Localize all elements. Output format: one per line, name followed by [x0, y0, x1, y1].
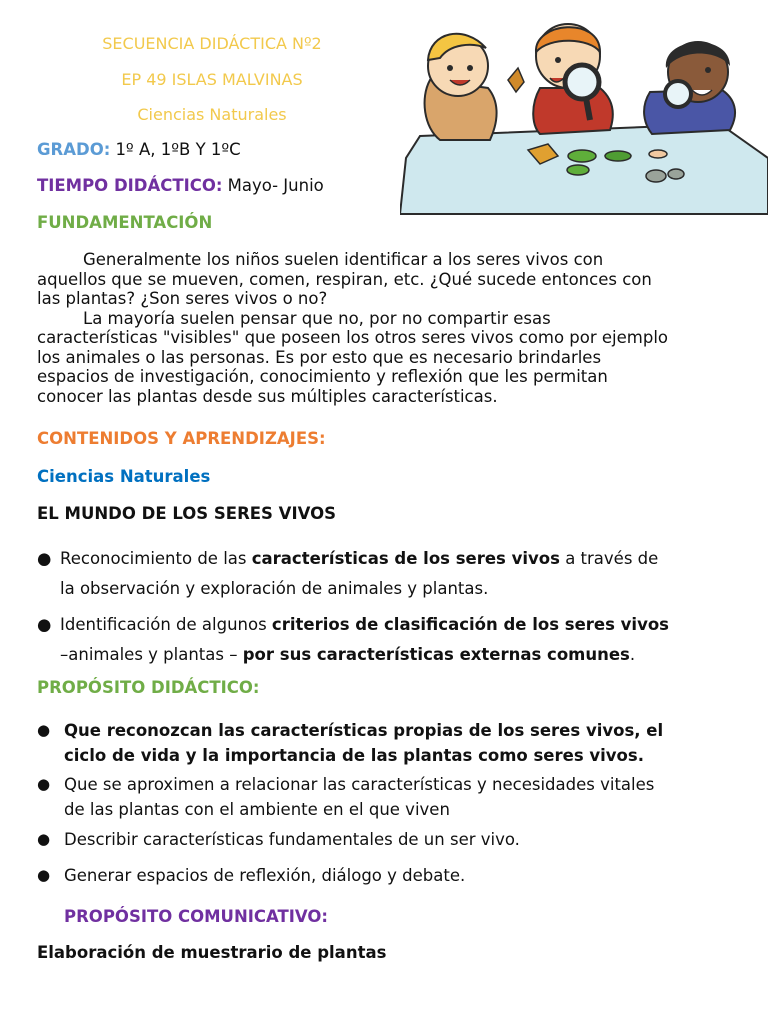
fund-line: conocer las plantas desde sus múltiples características.: [37, 386, 498, 406]
contenidos-title: CONTENIDOS Y APRENDIZAJES:: [37, 429, 326, 448]
bullet-text: Identificación de algunos: [60, 615, 272, 634]
area-title: Ciencias Naturales: [37, 467, 211, 486]
contenido-bullet-2: [37, 610, 737, 670]
fundamentacion-title: FUNDAMENTACIÓN: [37, 213, 213, 232]
bullet-icon: ●: [37, 615, 52, 634]
subject-header: Ciencias Naturales: [137, 105, 287, 124]
bullet-icon: ●: [37, 721, 51, 739]
comunicativo-value: Elaboración de muestrario de plantas: [37, 943, 387, 962]
title-secuencia: SECUENCIA DIDÁCTICA Nº2: [102, 34, 322, 53]
proposito-item-1: [37, 718, 737, 768]
bullet-bold-text: características de los seres vivos: [251, 549, 560, 568]
bullet-bold-text: por sus características externas comunes: [242, 645, 630, 664]
proposito-text: ciclo de vida y la importancia de las plantas como seres vivos.: [64, 746, 644, 765]
children-with-magnifying-glasses-icon: [400, 8, 768, 216]
fund-line: espacios de investigación, conocimiento y reflexión que les permitan: [37, 367, 608, 386]
tiempo-value: Mayo- Junio: [227, 176, 324, 195]
proposito-text: de las plantas con el ambiente en el que viven: [64, 800, 450, 819]
bullet-icon: ●: [37, 830, 51, 848]
bullet-icon: ●: [37, 866, 51, 884]
grado-label: GRADO:: [37, 140, 111, 159]
grado-row: [37, 140, 241, 159]
fund-line: características "visibles" que poseen los otros seres vivos como por ejemplo: [37, 328, 669, 347]
tiempo-row: [37, 176, 324, 195]
fund-line: los animales o las personas. Es por esto que es necesario brindarles: [37, 347, 602, 367]
proposito-text: Describir características fundamentales de un ser vivo.: [64, 830, 520, 849]
school-name: EP 49 ISLAS MALVINAS: [121, 70, 303, 89]
fundamentacion-paragraph: [37, 250, 737, 406]
contenido-bullet-1: [37, 544, 737, 604]
comunicativo-title: PROPÓSITO COMUNICATIVO:: [64, 907, 328, 926]
proposito-item-3: [37, 827, 737, 852]
fund-line: las plantas? ¿Son seres vivos o no?: [37, 289, 328, 308]
proposito-title: PROPÓSITO DIDÁCTICO:: [37, 678, 260, 697]
fund-line: aquellos que se mueven, comen, respiran, etc. ¿Qué sucede entonces con: [37, 269, 652, 289]
proposito-item-4: [37, 863, 737, 888]
bullet-text: a través de: [559, 549, 659, 568]
bullet-text: la observación y exploración de animales y plantas.: [60, 579, 489, 598]
bullet-text: –animales y plantas –: [60, 645, 243, 664]
proposito-text: Que se aproximen a relacionar las características y necesidades vitales: [64, 775, 655, 794]
bullet-icon: ●: [37, 549, 52, 568]
proposito-text: Que reconozcan las características propias de los seres vivos, el: [64, 721, 664, 740]
bullet-bold-text: criterios de clasificación de los seres vivos: [271, 615, 670, 634]
bullet-text: .: [629, 645, 636, 664]
fund-line: La mayoría suelen pensar que no, por no compartir esas: [83, 308, 551, 328]
bullet-text: Reconocimiento de las: [60, 549, 252, 568]
mundo-seres-vivos-title: EL MUNDO DE LOS SERES VIVOS: [37, 504, 336, 523]
bullet-icon: ●: [37, 775, 51, 793]
tiempo-label: TIEMPO DIDÁCTICO:: [37, 176, 223, 195]
proposito-text: Generar espacios de reflexión, diálogo y debate.: [64, 866, 466, 885]
grado-value: 1º A, 1ºB Y 1ºC: [115, 140, 241, 159]
proposito-item-2: [37, 772, 737, 822]
fund-line: Generalmente los niños suelen identificar a los seres vivos con: [83, 250, 604, 269]
